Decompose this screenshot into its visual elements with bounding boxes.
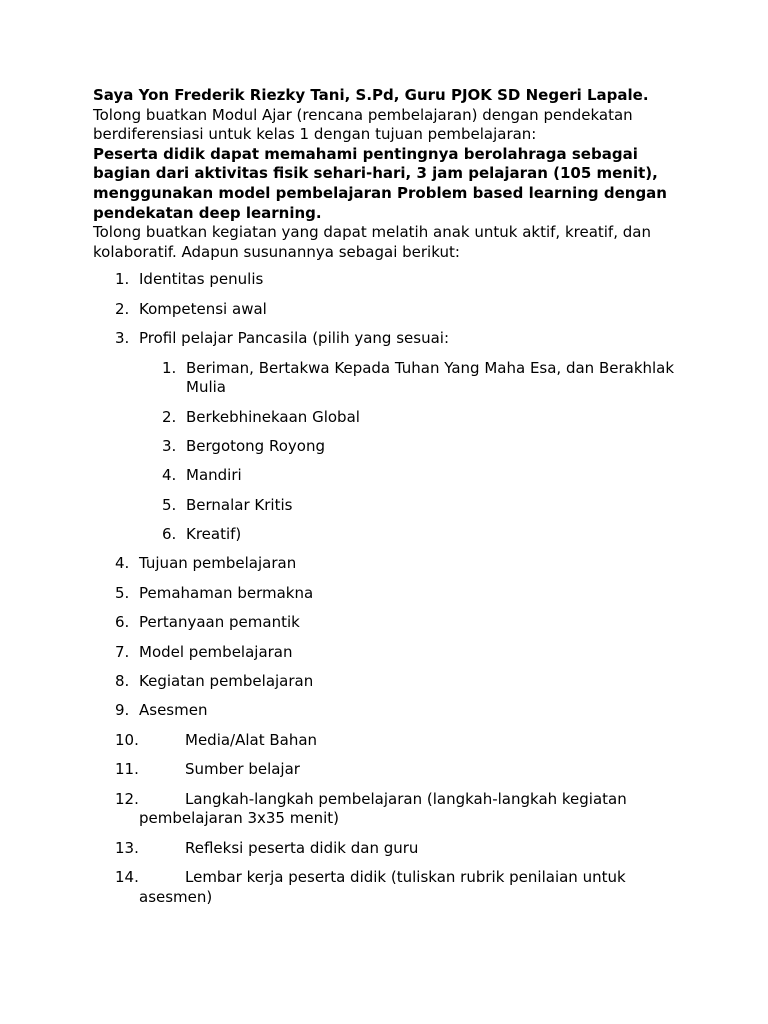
sublist-number: 6.	[162, 525, 177, 544]
sublist-item	[93, 359, 683, 398]
sublist-item	[93, 437, 683, 457]
sublist-item-text: Mandiri	[186, 466, 242, 485]
list-item	[93, 839, 683, 859]
document-page	[93, 86, 683, 917]
pancasila-profile-sublist	[139, 359, 683, 545]
sublist-item	[93, 496, 683, 516]
sublist-number: 5.	[162, 495, 177, 514]
list-number: 14.	[115, 867, 139, 886]
list-item	[93, 329, 683, 545]
author-line: Saya Yon Frederik Riezky Tani, S.Pd, Guru PJOK SD Negeri Lapale.	[93, 86, 649, 104]
list-item-text: Langkah-langkah pembelajaran (langkah-langkah kegiatan pembelajaran 3x35 menit)	[139, 789, 627, 828]
list-item-text: Kompetensi awal	[139, 299, 267, 318]
list-number: 2.	[115, 299, 130, 318]
list-number: 7.	[115, 642, 130, 661]
sublist-item-text: Bergotong Royong	[186, 436, 325, 455]
sublist-number: 3.	[162, 436, 177, 455]
list-number: 12.	[115, 789, 139, 808]
list-number: 1.	[115, 270, 130, 289]
sublist-item-text: Bernalar Kritis	[186, 495, 293, 514]
list-number: 5.	[115, 583, 130, 602]
list-number: 11.	[115, 760, 139, 779]
list-item	[93, 731, 683, 751]
list-item	[93, 868, 683, 907]
list-item-text: Pemahaman bermakna	[139, 583, 314, 602]
list-number: 9.	[115, 701, 130, 720]
list-item-text: Asesmen	[139, 701, 208, 720]
learning-goal: Peserta didik dapat memahami pentingnya berolahraga sebagai bagian dari aktivitas fisik sehari-hari, 3 jam pelajaran (105 menit), menggunakan model pembelajaran Problem based learning dengan pendekatan deep learning.	[93, 144, 667, 222]
sublist-number: 2.	[162, 407, 177, 426]
sublist-item	[93, 466, 683, 486]
list-item-text: Media/Alat Bahan	[185, 730, 318, 749]
sublist-number: 1.	[162, 358, 177, 377]
list-item	[93, 760, 683, 780]
list-item-text: Pertanyaan pemantik	[139, 613, 300, 632]
list-item	[93, 554, 683, 574]
list-item	[93, 701, 683, 721]
module-outline-list	[93, 270, 683, 907]
sublist-item-text: Kreatif)	[186, 525, 242, 544]
list-number: 6.	[115, 613, 130, 632]
list-item	[93, 613, 683, 633]
list-number: 4.	[115, 554, 130, 573]
list-item-text: Identitas penulis	[139, 270, 264, 289]
list-item	[93, 643, 683, 663]
list-number: 8.	[115, 672, 130, 691]
sublist-item-text: Berkebhinekaan Global	[186, 407, 360, 426]
list-number: 3.	[115, 329, 130, 348]
sublist-number: 4.	[162, 466, 177, 485]
list-item-text: Sumber belajar	[185, 760, 300, 779]
list-item	[93, 584, 683, 604]
list-item	[93, 270, 683, 290]
list-item	[93, 300, 683, 320]
list-item-text: Lembar kerja peserta didik (tuliskan rubrik penilaian untuk asesmen)	[139, 867, 626, 906]
sublist-item	[93, 525, 683, 545]
list-item-text: Profil pelajar Pancasila (pilih yang sesuai:	[139, 329, 449, 348]
list-number: 10.	[115, 730, 139, 749]
list-item-text: Model pembelajaran	[139, 642, 293, 661]
activity-request: Tolong buatkan kegiatan yang dapat melatih anak untuk aktif, kreatif, dan kolaboratif. Adapun susunannya sebagai berikut:	[93, 223, 651, 261]
list-item	[93, 672, 683, 692]
sublist-item-text: Beriman, Bertakwa Kepada Tuhan Yang Maha Esa, dan Berakhlak Mulia	[186, 358, 675, 397]
list-item-text: Refleksi peserta didik dan guru	[185, 838, 419, 857]
list-number: 13.	[115, 838, 139, 857]
list-item-text: Tujuan pembelajaran	[139, 554, 297, 573]
list-item-text: Kegiatan pembelajaran	[139, 672, 314, 691]
sublist-item	[93, 408, 683, 428]
request-line: Tolong buatkan Modul Ajar (rencana pembelajaran) dengan pendekatan berdiferensiasi untuk kelas 1 dengan tujuan pembelajaran:	[93, 105, 633, 144]
list-item	[93, 790, 683, 829]
intro-section	[93, 86, 683, 262]
